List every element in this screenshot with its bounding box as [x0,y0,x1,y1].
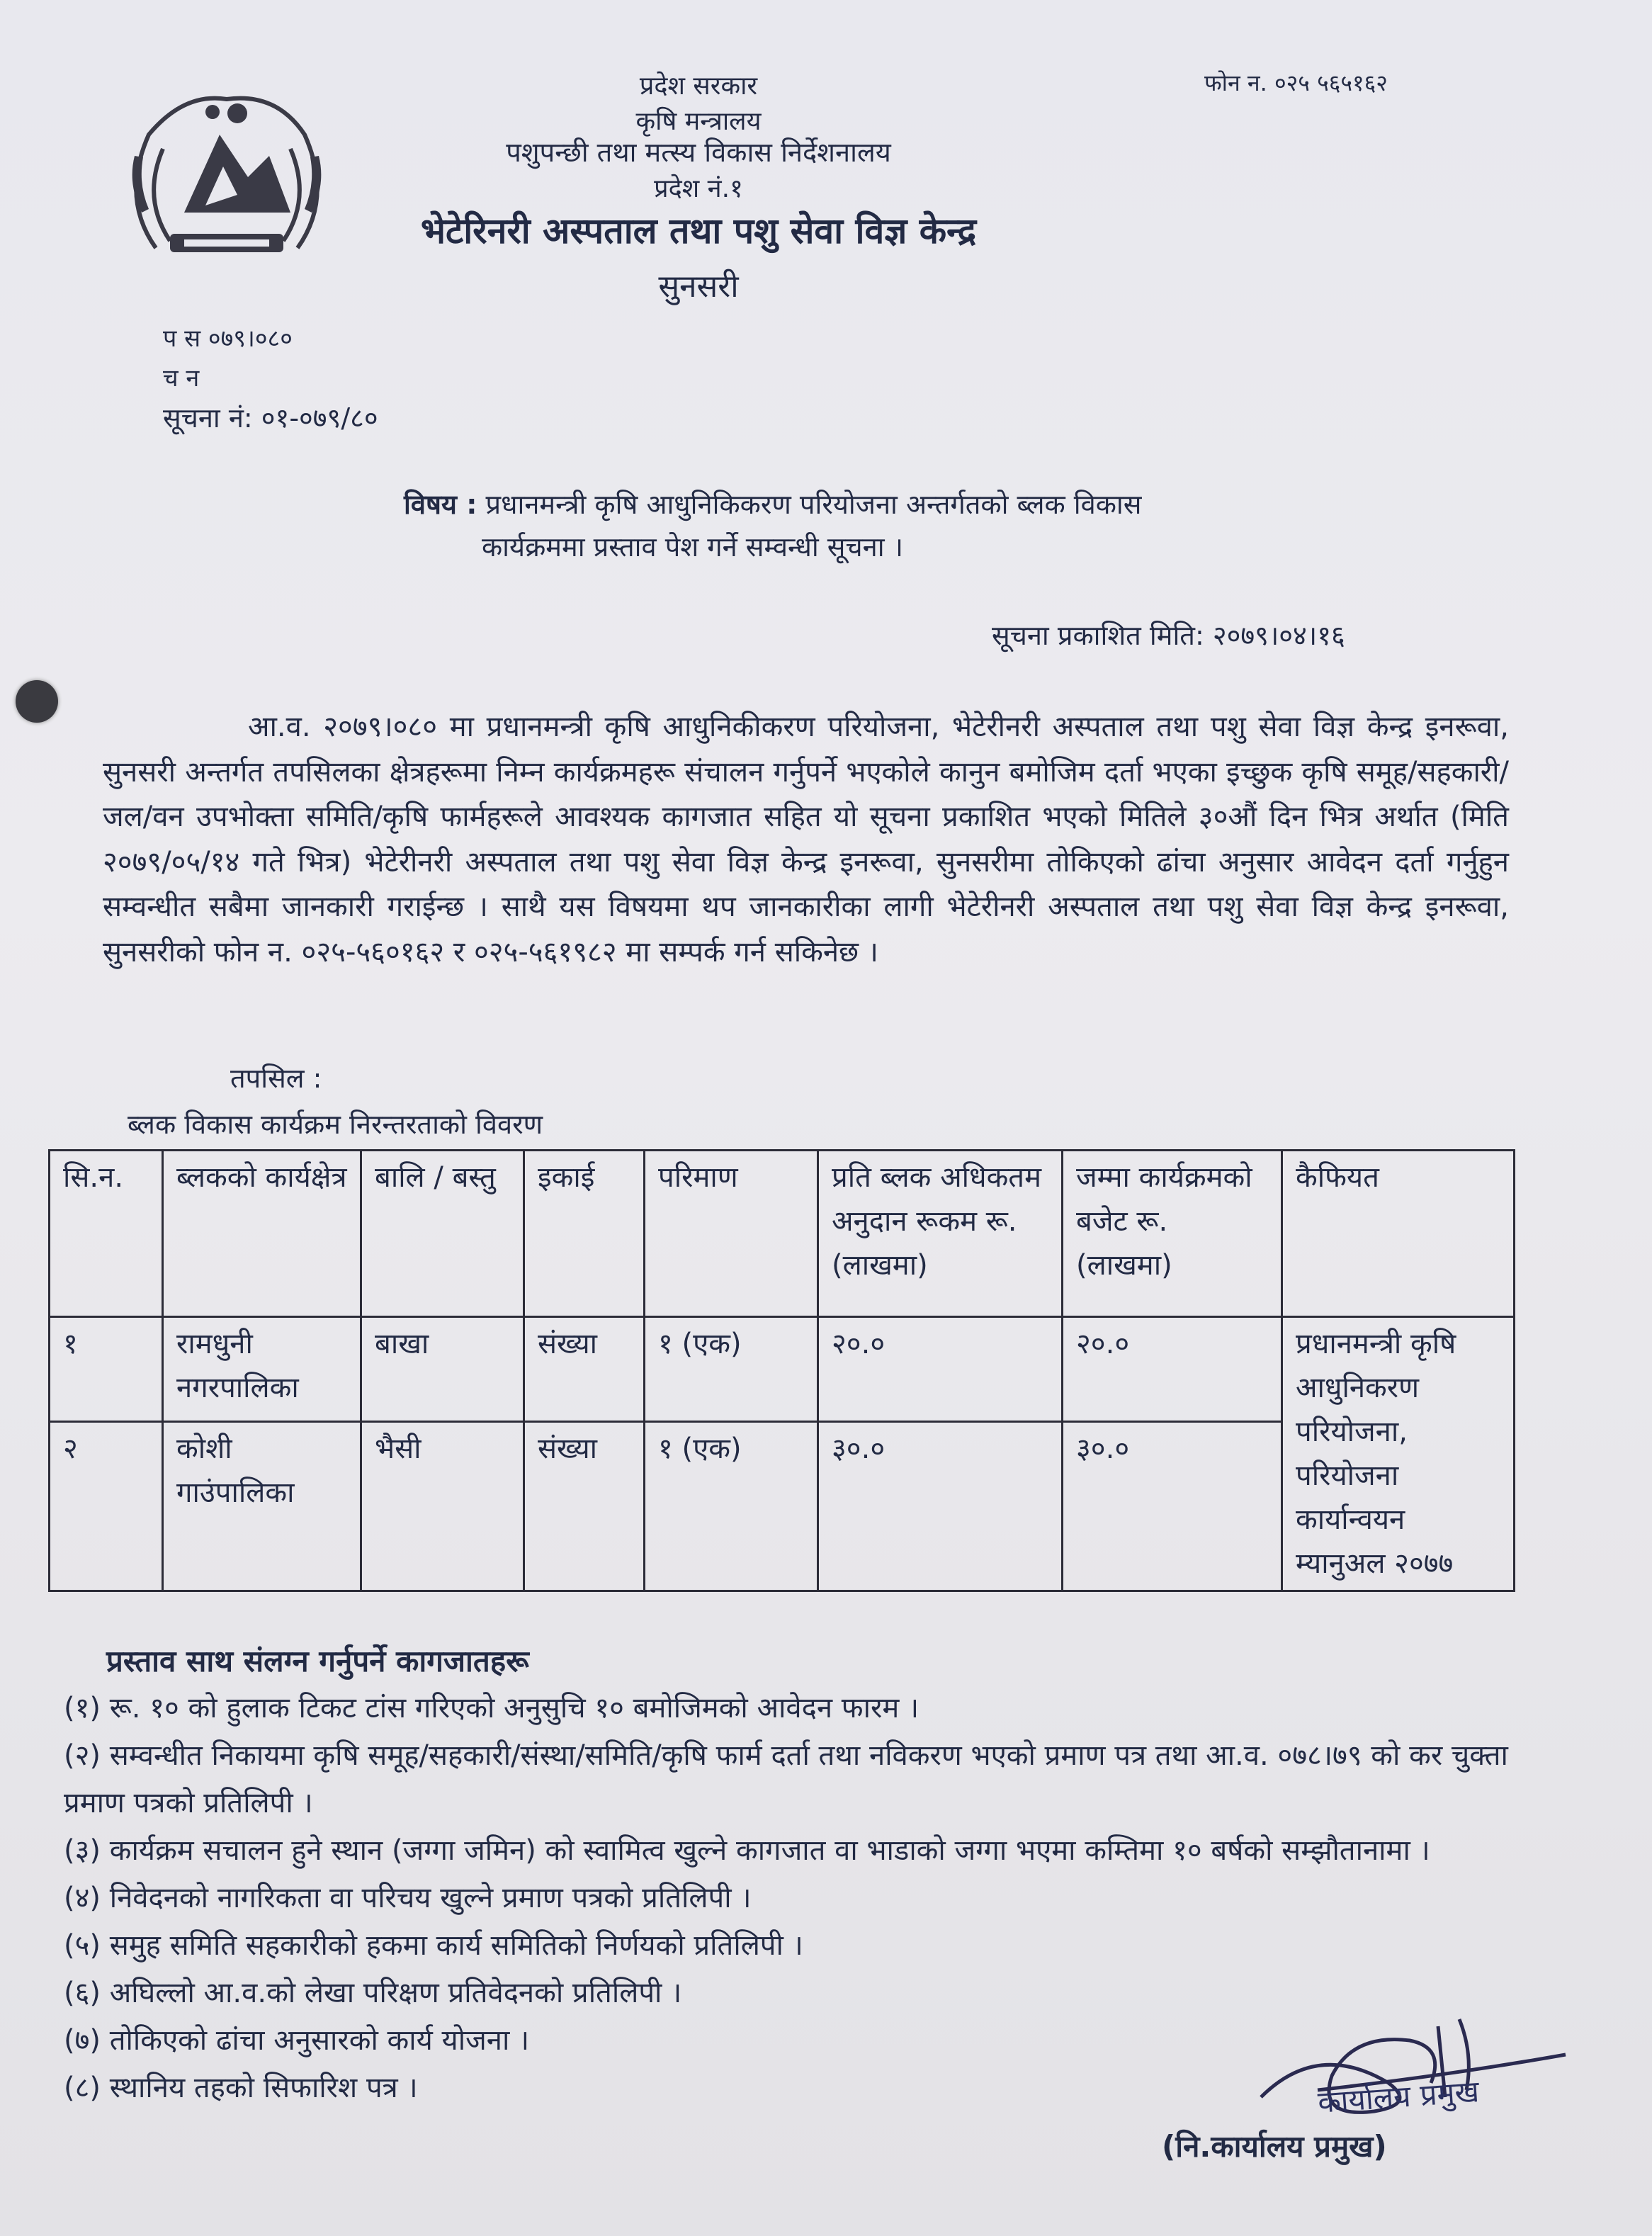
cell-budget: ३०.० [1063,1421,1282,1591]
cell-sn: १ [50,1317,163,1422]
tapsil-label: तपसिल : [230,1063,322,1094]
th-commodity: बालि / बस्तु [361,1151,524,1317]
header-ministry: कृषि मन्त्रालय [635,107,762,136]
th-area: ब्लकको कार्यक्षेत्र [163,1151,361,1317]
notice-number: सूचना नं: ०१-०७९/८० [163,402,378,434]
published-date: सूचना प्रकाशित मिति: २०७९।०४।१६ [992,620,1345,651]
table-caption: ब्लक विकास कार्यक्रम निरन्तरताको विवरण [128,1109,543,1140]
header-directorate: पशुपन्छी तथा मत्स्य विकास निर्देशनालय [506,137,891,168]
cell-area: रामधुनी नगरपालिका [163,1317,361,1422]
th-remarks: कैफियत [1282,1151,1515,1317]
list-item: (२) सम्वन्धीत निकायमा कृषि समूह/सहकारी/संस्था/समिति/कृषि फार्म दर्ता तथा नविकरण भएको प्रमाण पत्र तथा आ.व. ०७८।७९ को कर चुक्ता प्रमाण पत्रको प्रतिलिपी । [64,1739,1508,1819]
th-sn: सि.न. [50,1151,163,1317]
header-office: भेटेरिनरी अस्पताल तथा पशु सेवा विज्ञ केन्द्र [420,210,977,252]
subject-line-2: कार्यक्रममा प्रस्ताव पेश गर्ने सम्वन्धी सूचना । [482,531,904,563]
list-item: (५) समुह समिति सहकारीको हकमा कार्य समितिको निर्णयको प्रतिलिपी । [64,1929,803,1962]
notice-body [103,705,1509,975]
th-quantity: परिमाण [645,1151,818,1317]
cell-remarks: प्रधानमन्त्री कृषि आधुनिकरण परियोजना, परियोजना कार्यान्वयन म्यानुअल २०७७ [1282,1317,1515,1591]
th-grant: प्रति ब्लक अधिकतम अनुदान रूकम रू. (लाखमा) [818,1151,1063,1317]
office-head-label: (नि.कार्यालय प्रमुख) [1162,2129,1387,2164]
header-district: सुनसरी [658,269,739,305]
cell-commodity: भैसी [361,1421,524,1591]
header-province: प्रदेश नं.१ [654,174,743,203]
punch-hole [16,680,58,723]
list-item: (६) अघिल्लो आ.व.को लेखा परिक्षण प्रतिवेदनको प्रतिलिपी । [64,1977,682,2009]
cell-quantity: १ (एक) [645,1317,818,1422]
ref-chn: च न [163,364,200,393]
signature-icon [1233,1998,1573,2140]
cell-unit: संख्या [524,1421,645,1591]
cell-sn: २ [50,1421,163,1591]
list-item: (४) निवेदनको नागरिकता वा परिचय खुल्ने प्रमाण पत्रको प्रतिलिपी । [64,1882,752,1914]
cell-budget: २०.० [1063,1317,1282,1422]
cell-quantity: १ (एक) [645,1421,818,1591]
cell-unit: संख्या [524,1317,645,1422]
reference-block [163,319,378,438]
list-item: (१) रू. १० को हुलाक टिकट टांस गरिएको अनुसुचि १० बमोजिमको आवेदन फारम । [64,1692,920,1724]
attachments-title: प्रस्ताव साथ संलग्न गर्नुपर्ने कागजातहरू [106,1644,529,1678]
notice-body-text: आ.व. २०७९।०८० मा प्रधानमन्त्री कृषि आधुनिकीकरण परियोजना, भेटेरीनरी अस्पताल तथा पशु सेवा विज्ञ केन्द्र इनरूवा, सुनसरी अन्तर्गत तपसिलका क्षेत्रहरूमा निम्न कार्यक्रमहरू संचालन गर्नुपर्ने भएकोले कानुन बमोजिम दर्ता भएका इच्छुक कृषि समूह/सहकारी/जल/वन उपभोक्ता समिति/कृषि फार्महरूले आवश्यक कागजात सहित यो सूचना प्रकाशित भएको मितिले ३०औं दिन भित्र अर्थात (मिति २०७९/०५/१४ गते भित्र) भेटेरीनरी अस्पताल तथा पशु सेवा विज्ञ केन्द्र इनरूवा, सुनसरीमा तोकिएको ढांचा अनुसार आवेदन दर्ता गर्नुहुन सम्वन्धीत सबैमा जानकारी गराईन्छ । साथै यस विषयमा थप जानकारीका लागी भेटेरीनरी अस्पताल तथा पशु सेवा विज्ञ केन्द्र इनरूवा, सुनसरीको फोन न. ०२५-५६०१६२ र ०२५-५६१९८२ मा सम्पर्क गर्न सकिनेछ । [103,711,1509,969]
table-header-row [50,1151,1515,1317]
list-item: (८) स्थानिय तहको सिफारिश पत्र । [64,2072,418,2104]
header-government: प्रदेश सरकार [639,72,758,101]
subject-block [404,483,1452,568]
list-item: (७) तोकिएको ढांचा अनुसारको कार्य योजना । [64,2024,530,2057]
cell-grant: ३०.० [818,1421,1063,1591]
cell-area: कोशी गाउंपालिका [163,1421,361,1591]
subject-label: विषय : [404,489,477,520]
office-head-stamp: कार्यालय प्रमुख [1316,2074,1481,2120]
cell-grant: २०.० [818,1317,1063,1422]
program-table [48,1149,1515,1592]
th-budget: जम्मा कार्यक्रमको बजेट रू. (लाखमा) [1063,1151,1282,1317]
th-unit: इकाई [524,1151,645,1317]
table-row [50,1317,1515,1422]
header-phone: फोन न. ०२५ ५६५१६२ [1204,69,1388,96]
cell-commodity: बाखा [361,1317,524,1422]
list-item: (३) कार्यक्रम सचालन हुने स्थान (जग्गा जमिन) को स्वामित्व खुल्ने कागजात वा भाडाको जग्गा भएमा कम्तिमा १० बर्षको सम्झौतानामा । [64,1834,1430,1867]
subject-line-1: प्रधानमन्त्री कृषि आधुनिकिकरण परियोजना अन्तर्गतको ब्लक विकास [485,489,1142,520]
ref-ps: प स ०७९।०८० [163,324,293,353]
